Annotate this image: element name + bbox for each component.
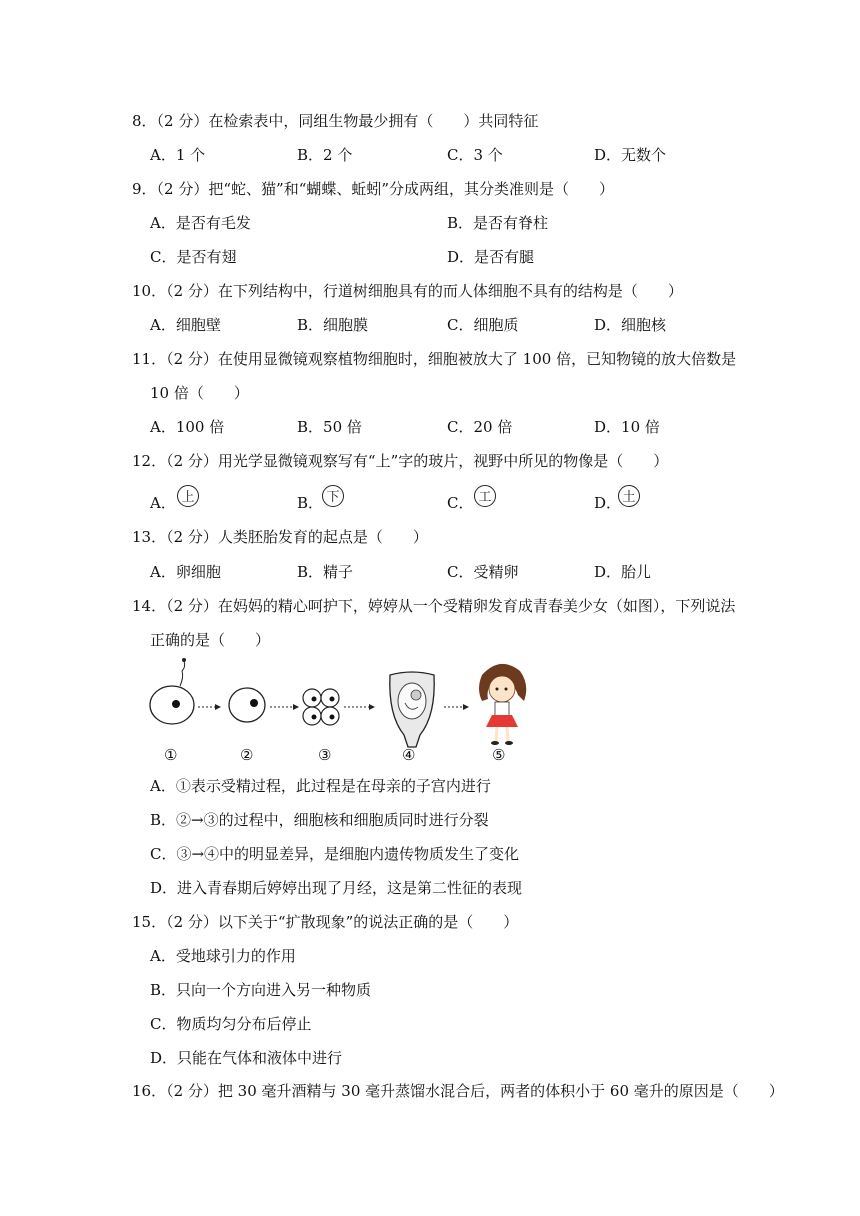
figure-label-5: ⑤ <box>492 746 506 764</box>
zygote-icon <box>229 688 265 722</box>
q11-option-b[interactable]: B．50 倍 <box>297 418 362 436</box>
figure-label-4: ④ <box>402 746 416 764</box>
q11-option-d[interactable]: D．10 倍 <box>594 418 660 436</box>
q15-option-c[interactable]: C．物质均匀分布后停止 <box>150 1015 312 1033</box>
q9-option-b[interactable]: B．是否有脊柱 <box>447 214 549 232</box>
q10-option-d[interactable]: D．细胞核 <box>594 316 667 334</box>
q9-option-c[interactable]: C．是否有翅 <box>150 248 237 266</box>
development-diagram <box>140 655 540 770</box>
q13-option-c[interactable]: C．受精卵 <box>447 563 519 581</box>
q14-option-d[interactable]: D．进入青春期后婷婷出现了月经，这是第二性征的表现 <box>150 879 523 897</box>
q14-option-c[interactable]: C．③→④中的明显差异，是细胞内遗传物质发生了变化 <box>150 845 520 863</box>
q10-option-b[interactable]: B．细胞膜 <box>297 316 369 334</box>
q12-glyph-d-text: 土 <box>622 490 636 505</box>
fertilized-egg-icon <box>150 658 194 724</box>
question-14-stem-cont: 正确的是（ ） <box>150 631 271 649</box>
question-16-stem: 16．（2 分）把 30 毫升酒精与 30 毫升蒸馏水混合后，两者的体积小于 60 毫升的原因是（ ） <box>132 1082 784 1100</box>
question-9-stem: 9．（2 分）把“蛇、猫”和“蝴蝶、蚯蚓”分成两组，其分类准则是（ ） <box>132 180 615 198</box>
q12-glyph-d-icon <box>617 484 641 508</box>
question-10-stem: 10．（2 分）在下列结构中，行道树细胞具有的而人体细胞不具有的结构是（ ） <box>132 282 683 300</box>
q8-option-b[interactable]: B．2 个 <box>297 146 353 164</box>
q12-glyph-b-text: 下 <box>326 490 340 505</box>
q14-option-a[interactable]: A．①表示受精过程，此过程是在母亲的子宫内进行 <box>150 777 491 795</box>
q8-option-a[interactable]: A．1 个 <box>150 146 206 164</box>
q12-option-c[interactable] <box>447 493 473 513</box>
q12-option-a[interactable] <box>150 493 176 513</box>
four-cell-embryo-icon <box>303 689 339 725</box>
question-11-stem-cont: 10 倍（ ） <box>150 384 249 402</box>
q12-option-b[interactable] <box>297 493 323 513</box>
q10-option-a[interactable]: A．细胞壁 <box>150 316 221 334</box>
question-12-stem: 12．（2 分）用光学显微镜观察写有“上”字的玻片，视野中所见的物像是（ ） <box>132 452 669 470</box>
q9-option-d[interactable]: D．是否有腿 <box>447 248 535 266</box>
q15-option-b[interactable]: B．只向一个方向进入另一种物质 <box>150 981 372 999</box>
q14-option-b[interactable]: B．②→③的过程中，细胞核和细胞质同时进行分裂 <box>150 811 489 829</box>
fetus-in-uterus-icon <box>390 672 434 747</box>
q12-option-b-label: B． <box>297 494 324 512</box>
q9-option-a[interactable]: A．是否有毛发 <box>150 214 251 232</box>
q11-option-c[interactable]: C．20 倍 <box>447 418 513 436</box>
q8-option-d[interactable]: D．无数个 <box>594 146 667 164</box>
q12-glyph-a-text: 上 <box>181 490 195 505</box>
q12-glyph-a-icon <box>176 484 200 508</box>
q15-option-d[interactable]: D．只能在气体和液体中进行 <box>150 1049 343 1067</box>
q13-option-b[interactable]: B．精子 <box>297 563 354 581</box>
question-13-stem: 13．（2 分）人类胚胎发育的起点是（ ） <box>132 528 428 546</box>
q12-option-d-label: D． <box>594 494 622 512</box>
q12-glyph-c-text: 工 <box>478 490 492 505</box>
girl-icon <box>479 664 526 745</box>
q11-option-a[interactable]: A．100 倍 <box>150 418 225 436</box>
q12-glyph-c-icon <box>473 484 497 508</box>
q12-option-c-label: C． <box>447 494 474 512</box>
q13-option-a[interactable]: A．卵细胞 <box>150 563 221 581</box>
q10-option-c[interactable]: C．细胞质 <box>447 316 519 334</box>
q15-option-a[interactable]: A．受地球引力的作用 <box>150 947 296 965</box>
figure-label-1: ① <box>164 746 178 764</box>
question-15-stem: 15．（2 分）以下关于“扩散现象”的说法正确的是（ ） <box>132 913 519 931</box>
q12-option-a-label: A． <box>150 494 176 512</box>
figure-label-3: ③ <box>318 746 332 764</box>
question-14-stem: 14．（2 分）在妈妈的精心呵护下，婷婷从一个受精卵发育成青春美少女（如图），下列说法 <box>132 597 736 615</box>
q8-option-c[interactable]: C．3 个 <box>447 146 503 164</box>
question-8-stem: 8．（2 分）在检索表中，同组生物最少拥有（ ）共同特征 <box>132 112 539 130</box>
q13-option-d[interactable]: D．胎儿 <box>594 563 652 581</box>
figure-label-2: ② <box>240 746 254 764</box>
question-11-stem: 11．（2 分）在使用显微镜观察植物细胞时，细胞被放大了 100 倍，已知物镜的放大倍数是 <box>132 350 737 368</box>
q12-glyph-b-icon <box>321 484 345 508</box>
